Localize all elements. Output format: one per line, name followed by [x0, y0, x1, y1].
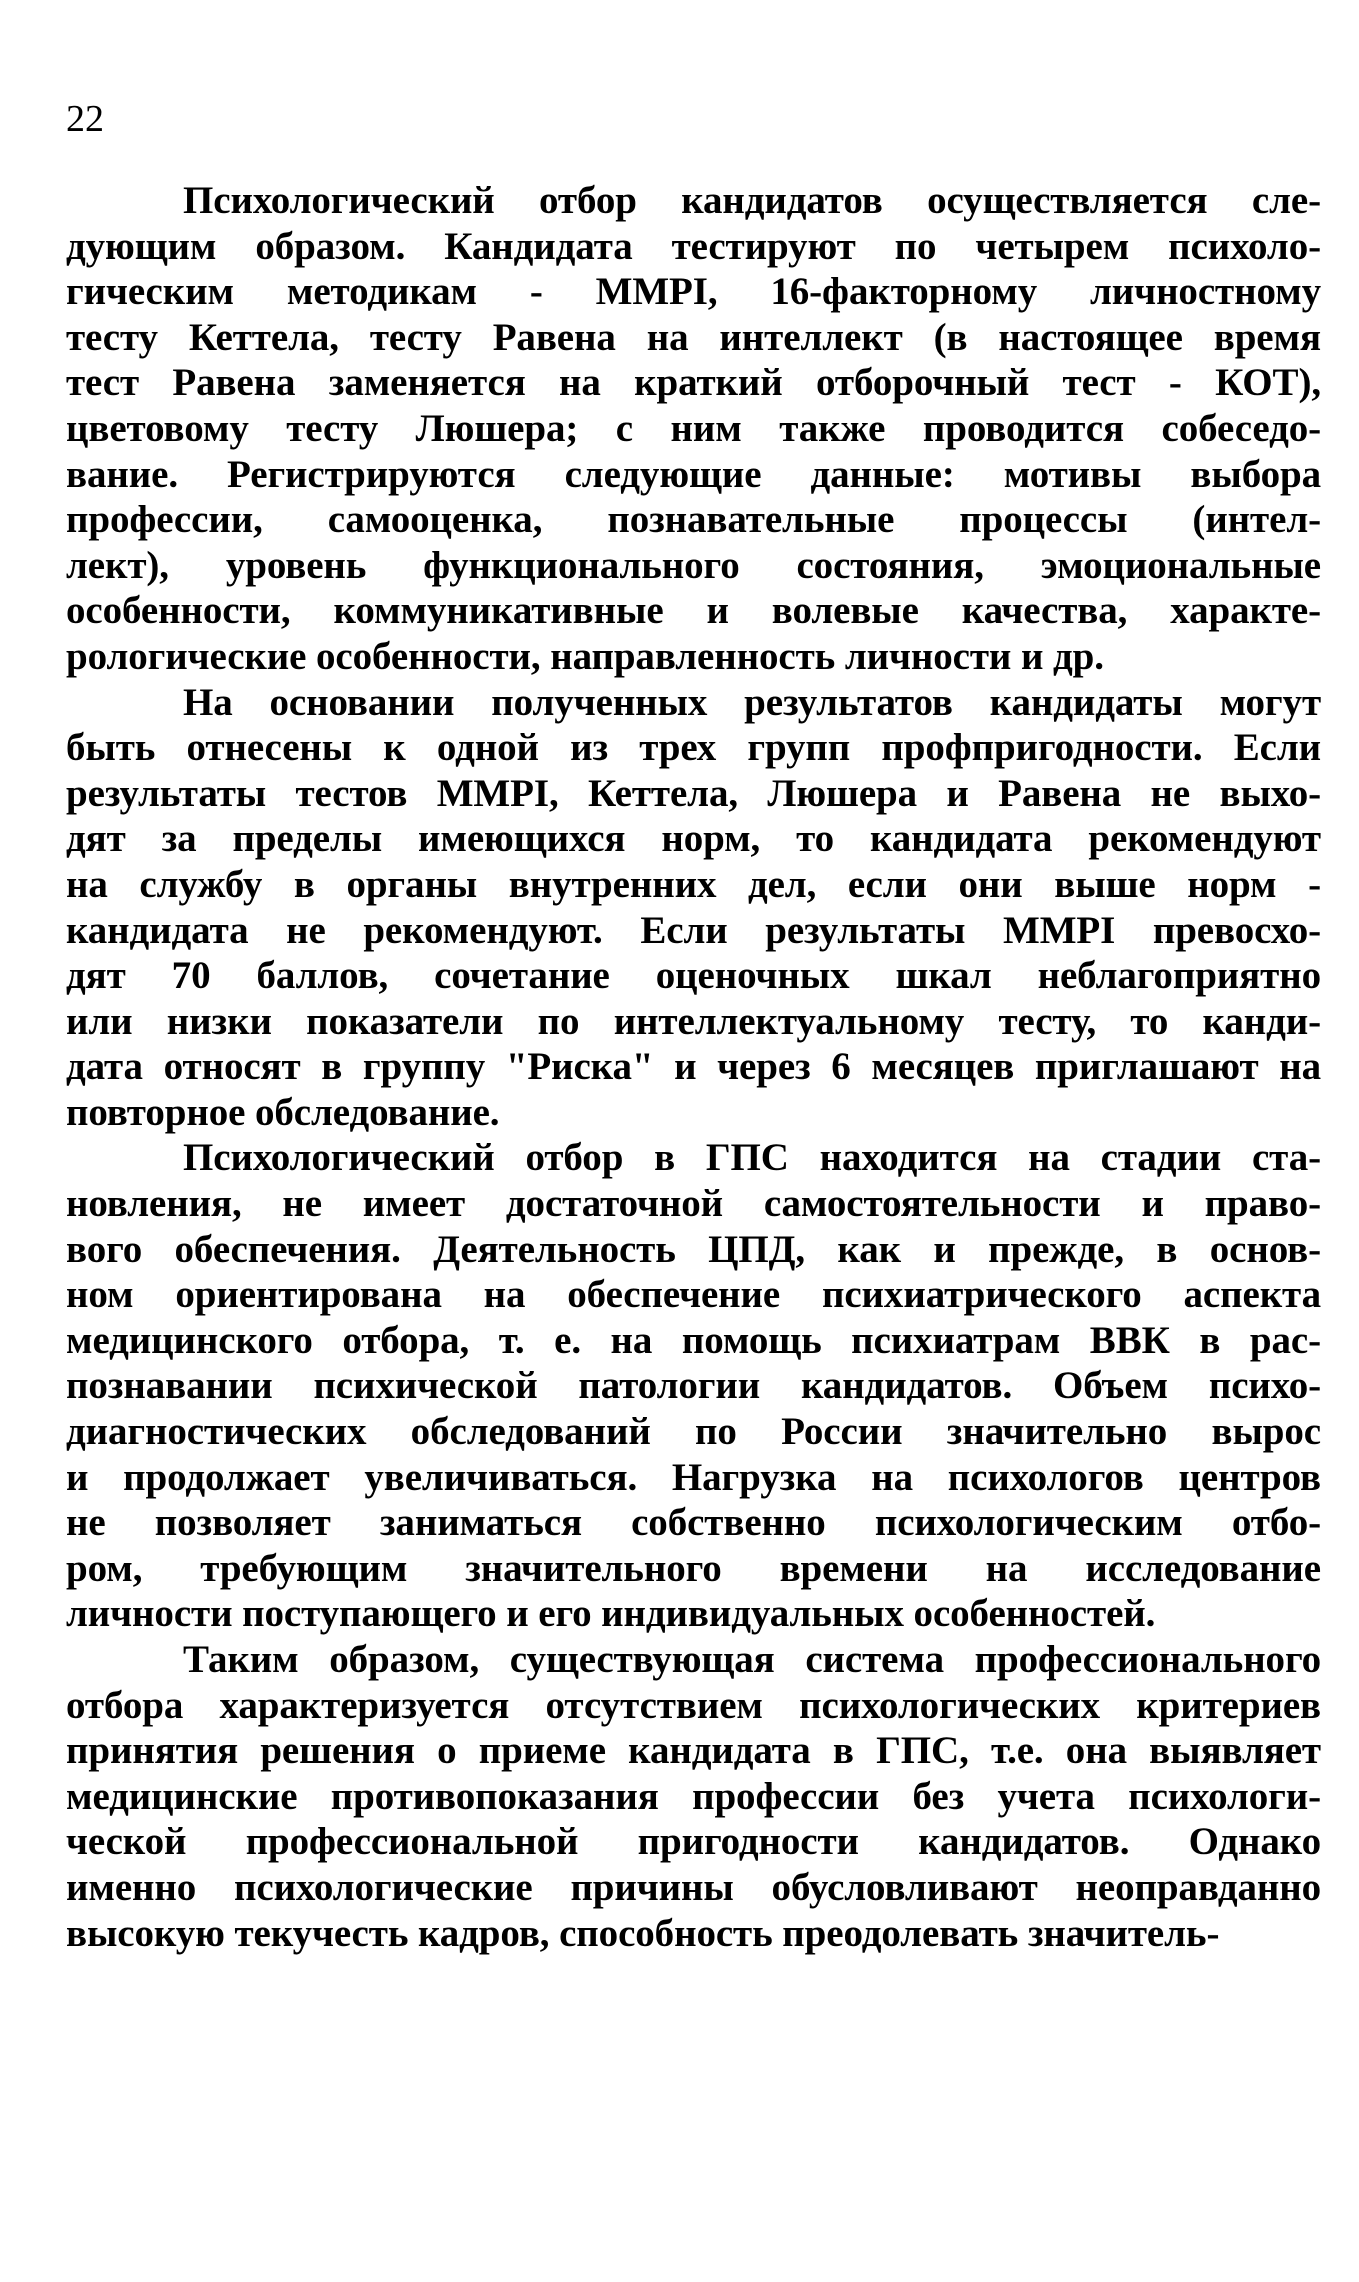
text-line: гическим методикам - MMPI, 16-факторному личностному: [66, 270, 1321, 314]
text-line: дят за пределы имеющихся норм, то кандидата рекомендуют: [66, 817, 1321, 861]
text-line: быть отнесены к одной из трех групп профпригодности. Если: [66, 726, 1321, 770]
text-line: или низки показатели по интеллектуальному тесту, то канди-: [66, 999, 1321, 1043]
paragraph: [66, 1637, 1321, 1956]
text-line: ном ориентирована на обеспечение психиатрического аспекта: [66, 1273, 1321, 1317]
text-line: не позволяет заниматься собственно психологическим отбо-: [66, 1501, 1321, 1545]
text-line: дующим образом. Кандидата тестируют по четырем психоло-: [66, 224, 1321, 268]
text-line: познавании психической патологии кандидатов. Объем психо-: [66, 1364, 1321, 1408]
paragraph: [66, 178, 1321, 680]
text-line: На основании полученных результатов кандидаты могут: [183, 680, 1321, 724]
text-line: повторное обследование.: [66, 1090, 500, 1134]
text-line: тесту Кеттела, тесту Равена на интеллект (в настоящее время: [66, 315, 1321, 359]
text-line: кандидата не рекомендуют. Если результаты MMPI превосхо-: [66, 908, 1321, 952]
text-line: принятия решения о приеме кандидата в ГПС, т.е. она выявляет: [66, 1729, 1321, 1773]
page-number: 22: [66, 98, 104, 140]
paragraph: [66, 1135, 1321, 1637]
text-line: профессии, самооценка, познавательные процессы (интел-: [66, 498, 1321, 542]
text-line: и продолжает увеличиваться. Нагрузка на психологов центров: [66, 1455, 1321, 1499]
text-line: результаты тестов MMPI, Кеттела, Люшера и Равена не выхо-: [66, 771, 1321, 815]
text-line: дят 70 баллов, сочетание оценочных шкал неблагоприятно: [66, 954, 1321, 998]
text-line: лект), уровень функционального состояния, эмоциональные: [66, 543, 1321, 587]
text-line: Таким образом, существующая система профессионального: [183, 1638, 1321, 1681]
text-line: именно психологические причины обусловливают неоправданно: [66, 1865, 1321, 1909]
text-line: на службу в органы внутренних дел, если они выше норм -: [66, 862, 1321, 906]
text-line: ческой профессиональной пригодности кандидатов. Однако: [66, 1820, 1321, 1864]
text-line: отбора характеризуется отсутствием психологических критериев: [66, 1683, 1321, 1727]
text-line: Психологический отбор кандидатов осуществляется сле-: [183, 179, 1321, 222]
text-line: вание. Регистрируются следующие данные: мотивы выбора: [66, 452, 1321, 496]
text-line: диагностических обследований по России значительно вырос: [66, 1410, 1321, 1454]
text-line: ром, требующим значительного времени на исследование: [66, 1546, 1321, 1590]
text-line: цветовому тесту Люшера; с ним также проводится собеседо-: [66, 406, 1321, 450]
text-line: Психологический отбор в ГПС находится на стадии ста-: [183, 1136, 1321, 1180]
body-text: [66, 178, 1321, 1956]
text-line: новления, не имеет достаточной самостоятельности и право-: [66, 1182, 1321, 1226]
text-line: вого обеспечения. Деятельность ЦПД, как и прежде, в основ-: [66, 1227, 1321, 1271]
text-line: тест Равена заменяется на краткий отборочный тест - КОТ),: [66, 361, 1321, 405]
text-line: рологические особенности, направленность личности и др.: [66, 634, 1104, 678]
text-line: медицинские противопоказания профессии без учета психологи-: [66, 1774, 1321, 1818]
text-line: личности поступающего и его индивидуальных особенностей.: [66, 1592, 1156, 1636]
text-line: особенности, коммуникативные и волевые качества, характе-: [66, 589, 1321, 633]
text-line: дата относят в группу "Риска" и через 6 месяцев приглашают на: [66, 1045, 1321, 1089]
paragraph: [66, 680, 1321, 1136]
text-line: высокую текучесть кадров, способность преодолевать значитель-: [66, 1911, 1220, 1955]
text-line: медицинского отбора, т. е. на помощь психиатрам ВВК в рас-: [66, 1318, 1321, 1362]
